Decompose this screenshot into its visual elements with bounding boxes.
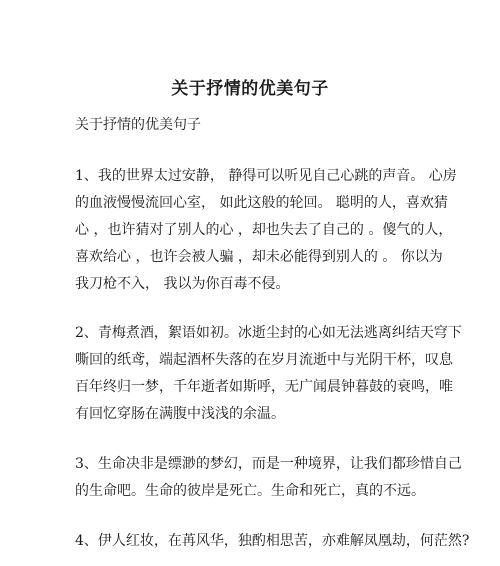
paragraph-line: 嘶回的纸鸢，端起酒杯失落的在岁月流逝中与光阴干杯，叹息	[75, 352, 453, 368]
paragraph-line: 喜欢给心 ，也许会被人骗 ，却未必能得到别人的 。 你以为	[75, 249, 443, 265]
paragraph-line: 4、伊人红妆，在苒风华，独酌相思苦，亦难解凤凰劫，何茫然?	[75, 533, 470, 549]
paragraph-line: 百年终归一梦，千年逝者如斯呼，无广闻晨钟暮鼓的衰鸣，唯	[75, 379, 453, 395]
paragraph-line: 心 ，也许猜对了别人的心 ，却也失去了自己的 。傻气的人，	[75, 222, 453, 238]
paragraph-3	[75, 451, 462, 505]
paragraph-line: 的血液慢慢流回心室， 如此这般的轮回。 聪明的人，喜欢猜	[75, 195, 448, 211]
paragraph-line: 的生命吧。生命的彼岸是死亡。生命和死亡，真的不远。	[75, 483, 425, 499]
document-subtitle: 关于抒情的优美句子	[75, 117, 201, 133]
paragraph-line: 3、生命决非是缥渺的梦幻，而是一种境界，让我们都珍惜自己	[75, 456, 462, 472]
paragraph-line: 我刀枪不入， 我以为你百毒不侵。	[75, 276, 290, 292]
paragraph-2	[75, 320, 462, 428]
paragraph-1	[75, 163, 457, 298]
paragraph-line: 2、青梅煮酒，絮语如初。冰逝尘封的心如无法逃离纠结天穹下	[75, 325, 462, 341]
paragraph-line: 有回忆穿肠在满腹中浅浅的余温。	[75, 406, 285, 422]
paragraph-4	[75, 528, 470, 555]
paragraph-line: 1、我的世界太过安静， 静得可以听见自己心跳的声音。 心房	[75, 168, 457, 184]
document-title: 关于抒情的优美句子	[171, 79, 329, 99]
